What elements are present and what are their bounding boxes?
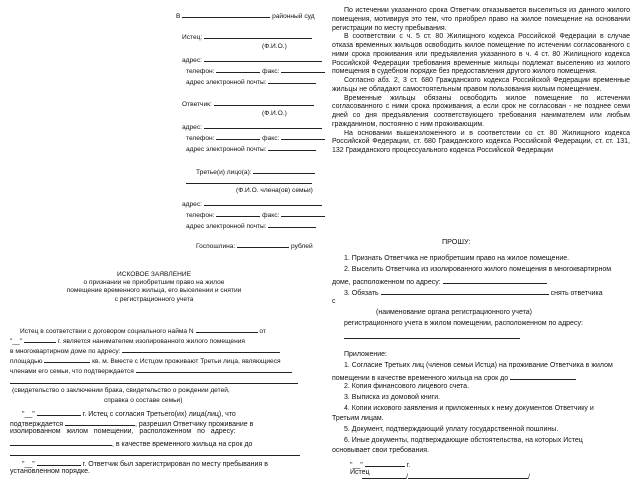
left-p1-text-2: от — [259, 328, 266, 335]
defendant-fax-label: факс: — [262, 135, 280, 142]
left-p1-hint-1: (свидетельство о заключении брака, свидетельство о рождении детей, — [12, 387, 230, 394]
third-parties-address-line — [182, 198, 322, 209]
claim-title-line-4: с регистрационного учета — [114, 295, 194, 303]
left-p1-text-7: членами его семьи, что подтверждается — [10, 368, 134, 375]
defendant-phone-label: телефон: — [186, 135, 215, 142]
left-p2-text-3: , разрешил Ответчику проживание в — [134, 421, 254, 428]
defendant-fio-hint: (Ф.И.О.) — [262, 110, 287, 117]
signature-slash-1: / — [406, 474, 408, 481]
fee-suffix: рублей — [290, 243, 313, 250]
claim-title-line-3: помещение временного жильца, его выселении и снятии — [66, 287, 242, 295]
term-blank — [10, 448, 300, 456]
appendix-item-1-line-1: 1. Согласие Третьих лиц (членов семьи Истца) на проживание Ответчика в жилом — [344, 362, 613, 369]
request-item-3-hint: (наименование органа регистрационного учета) — [376, 309, 532, 316]
plaintiff-address-blank — [204, 54, 322, 62]
defendant-email-blank — [268, 143, 316, 151]
plaintiff-name-blank — [204, 31, 312, 39]
third-parties-address-label: адрес: — [182, 201, 202, 208]
third-parties-fio-hint: (Ф.И.О. члена(ов) семьи) — [236, 187, 313, 194]
signature-date-suffix: г. — [406, 462, 411, 469]
appendix-item-6-line-1: 6. Иные документы, подтверждающие обстоятельства, на которых Истец — [344, 437, 583, 444]
request-item-1: 1. Признать Ответчика не приобретшим право на жилое помещение. — [344, 255, 570, 262]
apartment-address-blank — [122, 345, 280, 353]
fee-line — [196, 240, 313, 251]
left-p2-date-quote: "__" — [22, 411, 35, 418]
left-p2-text-2: подтверждается — [10, 421, 63, 428]
third-parties-label: Третье(и) лицо(а): — [196, 169, 252, 176]
contract-number-blank — [196, 325, 258, 333]
court-prefix: В — [176, 13, 181, 20]
request-item-2-line-2 — [332, 276, 547, 288]
family-proof-blank-2 — [10, 376, 298, 384]
left-p3-date-quote: "__" — [22, 461, 35, 468]
signature-date-blank — [365, 459, 405, 467]
left-p1-text-1: Истец в соответствии с договором социального найма N — [20, 328, 194, 335]
plaintiff-address-label: адрес: — [182, 57, 202, 64]
plaintiff-phone-label: телефон: — [186, 68, 215, 75]
request-item-2-line-1: 2. Выселить Ответчика из изолированного жилого помещения в многоквартирном — [344, 266, 612, 273]
defendant-email-line — [186, 143, 316, 154]
defendant-phone-line — [186, 132, 325, 143]
area-blank — [44, 355, 90, 363]
defendant-address-blank — [204, 121, 322, 129]
appendix-item-6-line-2: основывает свои требования. — [332, 447, 429, 454]
defendant-name-blank — [214, 98, 314, 106]
left-p1-text-3: г. является нанимателем изолированного жилого помещения — [57, 338, 245, 345]
plaintiff-fax-label: факс: — [262, 68, 280, 75]
signature-slash-2: / — [527, 474, 530, 481]
appendix-item-5: 5. Документ, подтверждающий уплату государственной пошлины. — [344, 426, 559, 433]
temporary-address-blank — [10, 438, 112, 446]
third-parties-name-blank-2 — [186, 176, 312, 184]
contract-date-blank — [24, 335, 56, 343]
claim-title-line-1: ИСКОВОЕ ЗАЯВЛЕНИЕ — [116, 271, 192, 278]
appendix-item-2: 2. Копия финансового лицевого счета. — [344, 383, 470, 390]
deregister-address-blank — [344, 331, 520, 339]
court-blank — [182, 10, 270, 18]
registration-authority-blank — [381, 287, 549, 295]
left-p1-date-quote: "__" — [10, 338, 23, 345]
signature-name-blank — [408, 471, 528, 479]
right-p5: На основании вышеизложенного и в соответствии со ст. 80 Жилищного кодекса Российской Федерации, ст. 680 Гражданского кодекса Российской Федерации, ст. ст. 131, 132 Гражданского процессуального кодекса Российской Федерации — [332, 129, 630, 154]
consent-term-blank — [510, 372, 576, 380]
right-p4: Временные жильцы обязаны освободить жилое помещение по истечении согласованного с ними срока проживания, а если срок не согласован - не позднее семи дней со дня предъявления соответствующего требования нанимателем или любым гражданином, постоянно с ним проживающим. — [332, 94, 630, 128]
request-item-3-text-2: снять ответчика — [550, 290, 603, 297]
appendix-item-4-line-1: 4. Копии искового заявления и приложенных к нему документов Ответчику и — [344, 405, 594, 412]
plaintiff-label: Истец: — [182, 34, 203, 41]
left-p2-text-4: изолированном жилом помещении, расположенном по адресу: — [10, 428, 236, 435]
plaintiff-email-blank — [268, 76, 316, 84]
plaintiff-phone-blank — [216, 65, 260, 73]
third-parties-fax-label: факс: — [262, 212, 280, 219]
left-p3-text-2: установленном порядке. — [10, 468, 90, 475]
third-parties-email-label: адрес электронной почты: — [186, 223, 267, 230]
left-p1-hint-2: справка о составе семьи) — [104, 397, 183, 404]
left-p1-text-4: в многоквартирном доме по адресу: — [10, 348, 121, 355]
third-parties-blank-line-2 — [186, 176, 312, 187]
left-p2-text-1: г. Истец с согласия Третьего(их) лица(лиц), что — [82, 411, 236, 418]
plaintiff-fax-blank — [281, 65, 325, 73]
fee-blank — [237, 240, 289, 248]
third-parties-email-line — [186, 220, 316, 231]
appendix-item-1-line-2 — [332, 372, 576, 384]
request-item-3-text-3: с — [332, 298, 336, 305]
third-parties-email-blank — [268, 220, 316, 228]
defendant-address-label: адрес: — [182, 124, 202, 131]
plaintiff-fio-hint: (Ф.И.О.) — [262, 43, 287, 50]
registration-date-blank — [37, 458, 81, 466]
third-parties-address-blank — [204, 198, 322, 206]
defendant-label-line — [182, 98, 314, 109]
left-p2-text-5: , в качестве временного жильца на срок до — [112, 441, 253, 448]
appendix-item-1-text: помещении в качестве временного жильца на срок до — [332, 375, 509, 382]
defendant-email-label: адрес электронной почты: — [186, 146, 267, 153]
right-p1: По истечении указанного срока Ответчик отказывается выселиться из данного жилого помещения, мотивируя это тем, что приобрел право на жилое помещение на основании регистрации по месту пребывания. — [332, 7, 630, 32]
right-p3: Согласно абз. 2, 3 ст. 680 Гражданского кодекса Российской Федерации временные жильцы не обладают самостоятельным правом пользования жилым помещением. — [332, 77, 630, 93]
appendix-item-4-line-2: Третьим лицам. — [332, 415, 384, 422]
fee-label: Госпошлина: — [196, 243, 236, 250]
left-p1-line-6 — [10, 376, 298, 387]
right-p2: В соответствии с ч. 5 ст. 80 Жилищного кодекса Российской Федерации в случае отказа временных жильцов освободить жилое помещение по истечении согласованного с ними срока проживания или предъявления указанного в ч. 4 ст. 80 Жилищного кодекса Российской Федерации требования временные жильцы подлежат выселению из жилого помещения в судебном порядке без предоставления другого жилого помещения. — [332, 33, 630, 76]
third-parties-phone-label: телефон: — [186, 212, 215, 219]
permission-date-blank — [37, 408, 81, 416]
request-item-3-line-5 — [344, 331, 520, 343]
claim-title-line-2: о признании не приобретшим право на жилое — [83, 279, 225, 287]
request-item-3-text-4: регистрационного учета в жилом помещении, расположенном по адресу: — [344, 320, 583, 327]
plaintiff-email-line — [186, 76, 316, 87]
defendant-phone-blank — [216, 132, 260, 140]
family-proof-blank — [136, 365, 292, 373]
plaintiff-address-line — [182, 54, 322, 65]
third-parties-name-blank — [253, 166, 315, 174]
court-suffix: районный суд — [272, 13, 315, 20]
plaintiff-email-label: адрес электронной почты: — [186, 79, 267, 86]
request-item-2-text: доме, расположенном по адресу: — [332, 279, 441, 286]
third-parties-phone-line — [186, 209, 325, 220]
appendix-heading: Приложение: — [344, 351, 388, 358]
defendant-address-line — [182, 121, 322, 132]
third-parties-fax-blank — [281, 209, 325, 217]
appendix-item-3: 3. Выписка из домовой книги. — [344, 394, 441, 401]
evict-address-blank — [443, 276, 547, 284]
claim-title — [54, 271, 254, 304]
signature-date-quote: "__" — [350, 462, 363, 469]
right-paragraphs — [332, 7, 630, 156]
left-p1-text-5: площадью — [10, 358, 43, 365]
signature-label: Истец — [350, 469, 370, 476]
plaintiff-phone-line — [186, 65, 325, 76]
left-p1-line-5 — [10, 365, 292, 376]
signature-blank — [362, 471, 406, 479]
plaintiff-label-line — [182, 31, 312, 42]
request-item-3-line-1 — [344, 287, 603, 299]
defendant-fax-blank — [281, 132, 325, 140]
court-line — [176, 10, 315, 21]
consent-proof-blank — [65, 418, 135, 426]
left-p3-text-1: г. Ответчик был зарегистрирован по месту пребывания в — [82, 461, 268, 468]
third-parties-phone-blank — [216, 209, 260, 217]
request-heading: ПРОШУ: — [442, 237, 471, 246]
request-item-3-text-1: 3. Обязать — [344, 290, 379, 297]
left-p1-text-6: кв. м. Вместе с Истцом проживают Третьи лица, являющиеся — [92, 358, 281, 365]
defendant-label: Ответчик: — [182, 101, 212, 108]
